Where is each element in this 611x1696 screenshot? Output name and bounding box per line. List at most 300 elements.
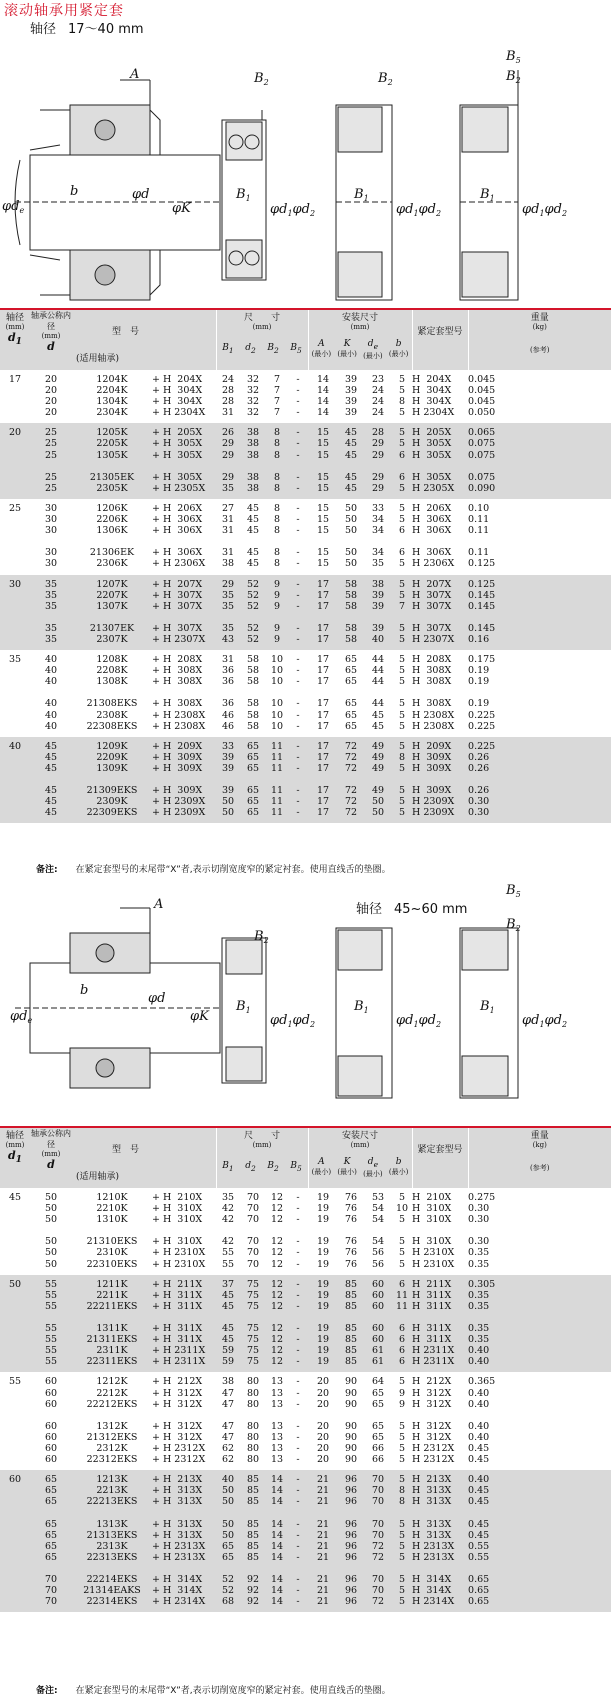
cell-sleeve-plus: + H 313X [152, 1529, 203, 1541]
cell-B1: 55 [221, 1258, 235, 1270]
cell-b: 5 [399, 558, 406, 570]
cell-shaft-d [0, 1443, 30, 1454]
cell-bearing-model: 22308EKS [86, 720, 138, 732]
cell-bearing-model [72, 612, 152, 623]
cell-inner-d: 20 [44, 396, 58, 408]
cell-de: 35 [371, 558, 385, 570]
table-row [0, 710, 611, 721]
cell-sleeve-plus: + H 313X [152, 1496, 203, 1508]
cell-sleeve-model [412, 774, 468, 785]
cell-de [364, 1225, 392, 1236]
cell-inner-d: 30 [44, 514, 58, 526]
cell-d2: 80 [246, 1431, 260, 1443]
cell-d2: 75 [246, 1278, 260, 1290]
cell-sleeve-plus: + H 307X [152, 589, 203, 601]
cell-weight: 0.30 [468, 1214, 490, 1226]
diagram-1 [0, 50, 611, 290]
cell-weight: 0.40 [468, 1387, 490, 1399]
cell-b: 5 [399, 1596, 406, 1608]
cell-K: 45 [344, 438, 358, 450]
cell-d2: 32 [246, 396, 260, 408]
cell-shaft-d [0, 752, 30, 763]
cell-B5: - [296, 698, 300, 710]
cell-inner-d: 70 [44, 1585, 58, 1597]
cell-B5: - [296, 1236, 300, 1248]
cell-inner-d [30, 612, 72, 623]
cell-de [364, 1563, 392, 1574]
cell-K: 85 [344, 1323, 358, 1335]
cell-shaft-d [0, 1596, 30, 1612]
cell-B5: - [296, 1376, 300, 1388]
cell-B2: 9 [273, 622, 281, 634]
cell-inner-d: 25 [44, 427, 58, 439]
cell-A: 21 [316, 1474, 330, 1486]
cell-B2: 8 [273, 482, 281, 494]
cell-b: 6 [399, 1356, 406, 1368]
cell-K: 45 [344, 471, 358, 483]
cell-sleeve-plus: + H 312X [152, 1431, 203, 1443]
cell-bearing-model: 2213K [96, 1485, 128, 1497]
cell-K: 90 [344, 1398, 358, 1410]
table-row [0, 1203, 611, 1214]
cell-b [392, 687, 412, 698]
note-2: 备注: 在紧定套型号的末尾带“X”者,表示切削宽度窄的紧定衬套。使用直线舌的垫圈。 [36, 1686, 391, 1696]
cell-shaft-d: 45 [8, 1192, 22, 1203]
table-row [0, 612, 611, 623]
cell-d2: 58 [246, 654, 260, 666]
cell-sleeve-model: H 207X [412, 578, 452, 590]
cell-B2: 11 [270, 751, 284, 763]
cell-weight: 0.11 [468, 514, 490, 526]
cell-B2: 12 [270, 1278, 284, 1290]
cell-shaft-d [0, 807, 30, 823]
cell-bearing-model: 2307K [96, 633, 128, 645]
cell-b: 5 [399, 438, 406, 450]
cell-weight: 0.26 [468, 785, 490, 797]
cell-B5: - [296, 807, 300, 819]
cell-b: 5 [399, 622, 406, 634]
cell-inner-d [30, 774, 72, 785]
label-A-2: A [154, 897, 164, 912]
cell-de: 65 [371, 1420, 385, 1432]
cell-de: 72 [371, 1551, 385, 1563]
cell-sleeve-plus: + H 311X [152, 1289, 203, 1301]
cell-B5: - [296, 785, 300, 797]
cell-shaft-d: 25 [8, 502, 22, 514]
cell-sleeve-plus: + H 311X [152, 1323, 203, 1335]
cell-B2: 8 [273, 471, 281, 483]
cell-B1: 35 [221, 589, 235, 601]
cell-sleeve-plus: + H 309X [152, 751, 203, 763]
cell-B5 [288, 1410, 308, 1421]
cell-B2: 8 [273, 514, 281, 526]
cell-B2: 13 [270, 1398, 284, 1410]
cell-sleeve-model: H 307X [412, 600, 452, 612]
cell-B5: - [296, 589, 300, 601]
cell-A: 21 [316, 1529, 330, 1541]
cell-d2: 58 [246, 720, 260, 732]
cell-sleeve-model: H 307X [412, 589, 452, 601]
cell-d2 [240, 1563, 266, 1574]
cell-d2: 58 [246, 665, 260, 677]
cell-bearing-model: 1305K [96, 449, 128, 461]
cell-sleeve-model: H 311X [412, 1289, 452, 1301]
cell-inner-d: 60 [44, 1420, 58, 1432]
cell-sleeve-plus: + H 310X [152, 1214, 203, 1226]
cell-b: 5 [399, 1376, 406, 1388]
cell-sleeve-plus: + H 207X [152, 578, 203, 590]
cell-B1: 38 [221, 1376, 235, 1388]
cell-d2: 80 [246, 1454, 260, 1466]
cell-B5: - [296, 1442, 300, 1454]
cell-B2: 8 [273, 547, 281, 559]
cell-B1: 43 [221, 633, 235, 645]
cell-B1: 26 [221, 427, 235, 439]
cell-inner-d: 35 [44, 578, 58, 590]
label-K-2: φK [190, 1009, 209, 1024]
cell-bearing-model: 1213K [96, 1474, 128, 1486]
cell-inner-d: 55 [44, 1300, 58, 1312]
cell-shaft-d [0, 774, 30, 785]
cell-bearing-model: 2311K [96, 1345, 128, 1357]
cell-K: 76 [344, 1214, 358, 1226]
cell-bearing-model: 21313EKS [86, 1529, 138, 1541]
cell-b: 5 [399, 514, 406, 526]
cell-shaft-d [0, 1259, 30, 1275]
cell-sleeve-model: H 304X [412, 385, 452, 397]
cell-A: 17 [316, 751, 330, 763]
cell-b: 5 [399, 578, 406, 590]
cell-b: 5 [399, 709, 406, 721]
cell-de: 24 [371, 407, 385, 419]
cell-b: 11 [395, 1289, 409, 1301]
cell-shaft-d [0, 721, 30, 737]
cell-bearing-model: 22314EKS [86, 1596, 138, 1608]
cell-B5: - [296, 471, 300, 483]
cell-B2: 13 [270, 1431, 284, 1443]
cell-sleeve-plus: + H 312X [152, 1398, 203, 1410]
cell-shaft-d [0, 1496, 30, 1507]
cell-bearing-model: 1206K [96, 502, 128, 514]
cell-K: 85 [344, 1345, 358, 1357]
cell-B5: - [296, 502, 300, 514]
cell-bearing-model: 2204K [96, 385, 128, 397]
cell-K: 90 [344, 1387, 358, 1399]
cell-shaft-d [0, 1334, 30, 1345]
cell-d2 [240, 1507, 266, 1518]
cell-A: 17 [316, 740, 330, 752]
cell-d2: 65 [246, 751, 260, 763]
cell-b: 5 [399, 1574, 406, 1585]
cell-A [308, 1312, 338, 1323]
table-row [0, 1574, 611, 1585]
cell-d2: 58 [246, 698, 260, 710]
cell-de: 70 [371, 1518, 385, 1530]
cell-sleeve-model: H 2310X [412, 1258, 455, 1270]
cell-B2: 10 [270, 676, 284, 688]
cell-B1: 42 [221, 1236, 235, 1248]
cell-B1: 50 [221, 1496, 235, 1508]
cell-de: 65 [371, 1431, 385, 1443]
cell-de [364, 461, 392, 472]
cell-shaft-d [0, 1552, 30, 1563]
cell-A: 15 [316, 547, 330, 559]
cell-de: 70 [371, 1585, 385, 1597]
cell-weight: 0.26 [468, 762, 490, 774]
label-B2-1: $B_2$ [254, 71, 269, 87]
cell-K: 65 [344, 720, 358, 732]
cell-B1: 36 [221, 698, 235, 710]
cell-shaft-d [0, 1301, 30, 1312]
cell-inner-d: 40 [44, 720, 58, 732]
cell-weight: 0.55 [468, 1551, 490, 1563]
cell-A: 15 [316, 438, 330, 450]
table-row [0, 1507, 611, 1518]
cell-inner-d: 65 [44, 1496, 58, 1508]
cell-K [338, 687, 364, 698]
table-row [0, 575, 611, 590]
cell-B5: - [296, 665, 300, 677]
cell-B2: 13 [270, 1420, 284, 1432]
cell-A: 20 [316, 1387, 330, 1399]
cell-bearing-model: 22312EKS [86, 1454, 138, 1466]
cell-bearing-model: 1313K [96, 1518, 128, 1530]
cell-d2: 65 [246, 785, 260, 797]
cell-K: 72 [344, 796, 358, 808]
cell-inner-d: 25 [44, 482, 58, 494]
label-B2-4: $B_2$ [254, 929, 269, 945]
cell-K: 50 [344, 514, 358, 526]
cell-K: 58 [344, 633, 358, 645]
cell-B2: 14 [270, 1596, 284, 1608]
cell-b: 5 [399, 1454, 406, 1466]
cell-sleeve-model: H 2305X [412, 482, 455, 494]
table-row [0, 525, 611, 536]
cell-d2 [240, 612, 266, 623]
cell-K: 96 [344, 1596, 358, 1608]
cell-B5: - [296, 1596, 300, 1608]
table-row [0, 1259, 611, 1275]
cell-B2: 8 [273, 427, 281, 439]
cell-bearing-model: 22213EKS [86, 1496, 138, 1508]
cell-sleeve-plus: + H 313X [152, 1518, 203, 1530]
cell-A: 20 [316, 1398, 330, 1410]
cell-sleeve-plus: + H 2306X [152, 558, 206, 570]
cell-B2: 10 [270, 698, 284, 710]
cell-d2: 52 [246, 589, 260, 601]
cell-de: 66 [371, 1454, 385, 1466]
cell-inner-d: 35 [44, 600, 58, 612]
cell-weight: 0.30 [468, 807, 490, 819]
cell-inner-d: 70 [44, 1574, 58, 1585]
cell-shaft-d: 50 [8, 1278, 22, 1290]
table-row [0, 1552, 611, 1563]
cell-sleeve-model: H 205X [412, 427, 452, 439]
cell-B5: - [296, 1540, 300, 1552]
cell-A: 17 [316, 600, 330, 612]
cell-inner-d: 60 [44, 1376, 58, 1388]
cell-B2: 8 [273, 438, 281, 450]
label-B1-6: $B_1$ [480, 999, 495, 1015]
cell-K [338, 1225, 364, 1236]
cell-weight: 0.145 [468, 589, 496, 601]
cell-inner-d: 55 [44, 1278, 58, 1290]
cell-weight: 0.075 [468, 471, 496, 483]
cell-B2: 9 [273, 600, 281, 612]
cell-B5: - [296, 654, 300, 666]
cell-bearing-model: 1309K [96, 762, 128, 774]
cell-B1: 45 [221, 1334, 235, 1346]
cell-b: 5 [399, 1214, 406, 1226]
cell-sleeve-model: H 305X [412, 449, 452, 461]
cell-B5: - [296, 1247, 300, 1259]
cell-B1: 36 [221, 676, 235, 688]
cell-shaft-d [0, 612, 30, 623]
cell-d2: 80 [246, 1442, 260, 1454]
cell-d2: 52 [246, 622, 260, 634]
cell-inner-d: 65 [44, 1474, 58, 1486]
cell-B1: 40 [221, 1474, 235, 1486]
cell-b: 5 [399, 807, 406, 819]
cell-A: 21 [316, 1518, 330, 1530]
cell-K: 58 [344, 589, 358, 601]
cell-A [308, 774, 338, 785]
cell-B1: 47 [221, 1398, 235, 1410]
cell-B1: 28 [221, 385, 235, 397]
cell-de: 53 [371, 1192, 385, 1203]
cell-sleeve-model: H 2310X [412, 1247, 455, 1259]
cell-weight [468, 687, 611, 698]
cell-B1: 29 [221, 578, 235, 590]
cell-sleeve-plus: + H 311X [152, 1334, 203, 1346]
label-d1d2-2: $\varphi d_1\varphi d_2$ [396, 202, 442, 218]
cell-K: 72 [344, 785, 358, 797]
cell-weight: 0.065 [468, 427, 496, 439]
cell-sleeve-model: H 2304X [412, 407, 455, 419]
cell-b [392, 1225, 412, 1236]
cell-B1: 35 [221, 622, 235, 634]
cell-shaft-d [0, 536, 30, 547]
cell-bearing-model: 2308K [96, 709, 128, 721]
cell-B2: 13 [270, 1454, 284, 1466]
cell-A: 19 [316, 1289, 330, 1301]
cell-inner-d: 40 [44, 654, 58, 666]
cell-b: 5 [399, 1518, 406, 1530]
shaft-range-1: 轴径 17～40 mm [30, 22, 144, 37]
cell-B2 [266, 1563, 288, 1574]
cell-de: 54 [371, 1203, 385, 1215]
cell-B2: 11 [270, 740, 284, 752]
cell-de: 60 [371, 1278, 385, 1290]
cell-B5 [288, 1312, 308, 1323]
cell-B2: 8 [273, 525, 281, 537]
cell-B2: 11 [270, 807, 284, 819]
page-title: 滚动轴承用紧定套 [4, 3, 124, 19]
cell-B1: 47 [221, 1431, 235, 1443]
cell-B5 [288, 774, 308, 785]
cell-b: 9 [399, 1398, 406, 1410]
cell-B2 [266, 536, 288, 547]
cell-weight: 0.35 [468, 1300, 490, 1312]
cell-b: 11 [395, 1300, 409, 1312]
table-row [0, 1585, 611, 1596]
cell-K: 39 [344, 374, 358, 385]
table-row [0, 1388, 611, 1399]
cell-bearing-model: 1306K [96, 525, 128, 537]
cell-shaft-d [0, 1432, 30, 1443]
cell-sleeve-plus: + H 306X [152, 525, 203, 537]
cell-shaft-d [0, 461, 30, 472]
cell-d2: 45 [246, 525, 260, 537]
cell-weight: 0.35 [468, 1247, 490, 1259]
cell-de: 70 [371, 1485, 385, 1497]
cell-bearing-model: 1308K [96, 676, 128, 688]
cell-B1 [216, 1312, 240, 1323]
cell-B1: 31 [221, 654, 235, 666]
cell-d2: 65 [246, 807, 260, 819]
cell-B1: 42 [221, 1203, 235, 1215]
cell-inner-d: 50 [44, 1258, 58, 1270]
cell-A: 17 [316, 633, 330, 645]
cell-sleeve-model [412, 536, 468, 547]
cell-de: 34 [371, 547, 385, 559]
cell-d2 [240, 1410, 266, 1421]
cell-de: 60 [371, 1334, 385, 1346]
cell-weight: 0.145 [468, 600, 496, 612]
table-row [0, 514, 611, 525]
cell-bearing-model: 1207K [96, 578, 128, 590]
cell-b: 8 [399, 1485, 406, 1497]
cell-inner-d: 50 [44, 1192, 58, 1203]
cell-A: 17 [316, 720, 330, 732]
cell-B2: 12 [270, 1214, 284, 1226]
cell-bearing-model: 2207K [96, 589, 128, 601]
cell-A: 21 [316, 1485, 330, 1497]
cell-sleeve-plus [152, 1563, 216, 1574]
cell-d2: 45 [246, 547, 260, 559]
cell-A: 17 [316, 807, 330, 819]
label-B2-2: $B_2$ [378, 71, 393, 87]
cell-B2: 12 [270, 1334, 284, 1346]
cell-B1: 47 [221, 1420, 235, 1432]
shaft-range-2: 轴径 45~60 mm [356, 902, 468, 917]
cell-B5: - [296, 578, 300, 590]
cell-d2 [240, 687, 266, 698]
cell-sleeve-plus: + H 305X [152, 471, 203, 483]
table-row [0, 483, 611, 499]
cell-d2: 85 [246, 1529, 260, 1541]
label-B1-3: $B_1$ [480, 187, 495, 203]
cell-B1: 39 [221, 785, 235, 797]
cell-de: 65 [371, 1398, 385, 1410]
cell-inner-d: 60 [44, 1431, 58, 1443]
cell-de: 44 [371, 698, 385, 710]
cell-B2: 14 [270, 1485, 284, 1497]
cell-sleeve-model: H 313X [412, 1485, 452, 1497]
cell-K: 58 [344, 578, 358, 590]
cell-b: 5 [399, 665, 406, 677]
cell-inner-d: 60 [44, 1398, 58, 1410]
cell-bearing-model: 1209K [96, 740, 128, 752]
cell-B5 [288, 1563, 308, 1574]
cell-bearing-model: 1310K [96, 1214, 128, 1226]
cell-sleeve-model: H 310X [412, 1214, 452, 1226]
cell-sleeve-model: H 208X [412, 654, 452, 666]
cell-d2 [240, 536, 266, 547]
note-1: 备注: 在紧定套型号的末尾带“X”者,表示切削宽度窄的紧定衬套。使用直线舌的垫圈。 [36, 865, 391, 875]
cell-K: 45 [344, 482, 358, 494]
cell-K: 76 [344, 1192, 358, 1203]
